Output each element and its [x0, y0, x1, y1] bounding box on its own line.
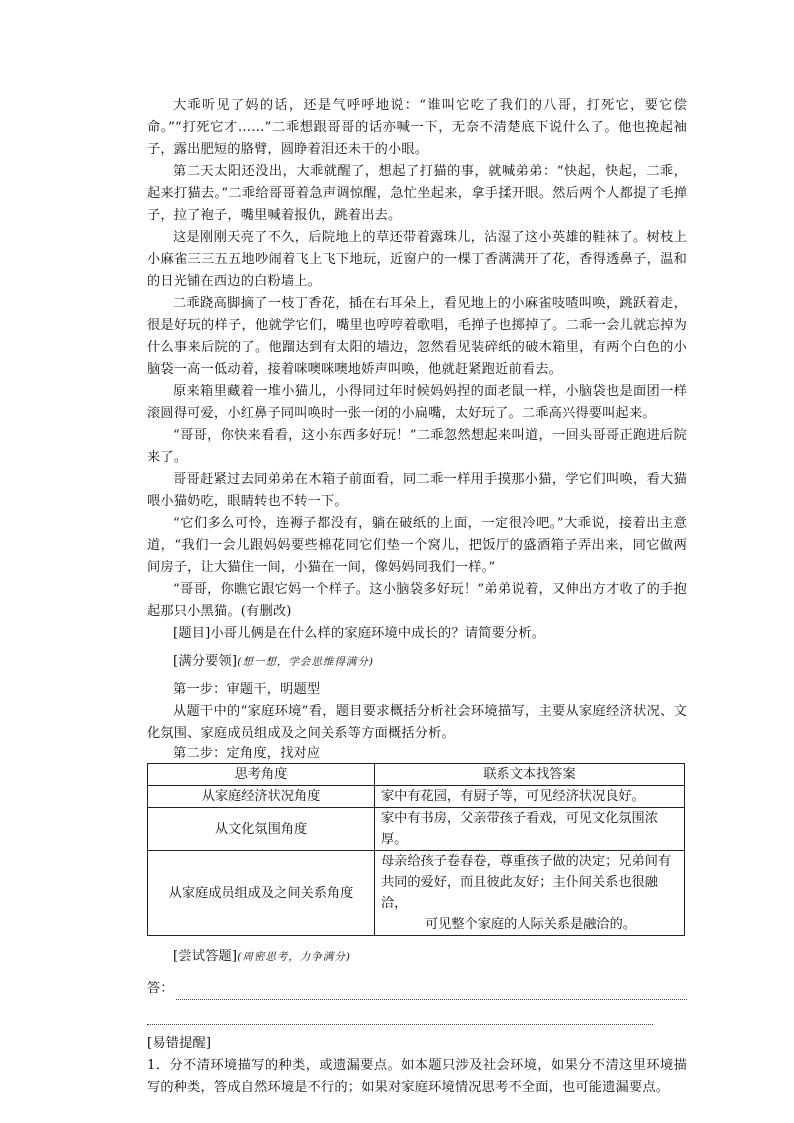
guide-heading-line	[147, 651, 687, 673]
document-page	[147, 95, 687, 1099]
guide-heading: [满分要领]	[173, 654, 238, 669]
attempt-heading-line	[147, 946, 687, 968]
story-paragraph-3: 这是刚刚天亮了不久，后院地上的草还带着露珠儿，沾湿了这小英雄的鞋袜了。树枝上小麻雀三三五五地吵闹着飞上飞下地玩，近窗户的一棵丁香满满开了花，香得透鼻子，温和的日光铺在西边的白粉墙上。	[147, 230, 687, 289]
table-header-answer: 联系文本找答案	[375, 764, 685, 786]
table-cell-answer	[375, 851, 685, 936]
table-cell-answer: 家中有花园，有厨子等，可见经济状况良好。	[375, 786, 685, 808]
story-paragraph-7: 哥哥赶紧过去同弟弟在木箱子前面看，同二乖一样用手摸那小猫，学它们叫唤，看大猫喂小猫奶吃，眼睛转也不转一下。	[147, 472, 687, 509]
story-paragraph-1: 大乖听见了妈的话，还是气呼呼地说：“谁叫它吃了我们的八哥，打死它，要它偿命。”“打死它才……”二乖想跟哥哥的话亦喊一下，无奈不清楚底下说什么了。他也挽起袖子，露出肥短的胳臂，圆睁着泪还未干的小眼。	[147, 98, 687, 157]
table-cell-angle: 从家庭经济状况角度	[148, 786, 375, 808]
attempt-note: (周密思考，力争满分)	[237, 951, 351, 963]
story-paragraph-8: “它们多么可怜，连褥子都没有，躺在破纸的上面，一定很冷吧。”大乖说，接着出主意道，“我们一会儿跟妈妈要些棉花同它们垫一个窝儿，把饭厅的盛酒箱子弄出来，同它做两间房子，让大猫住一间，小猫在一间，像妈妈同我们一样。”	[147, 516, 687, 575]
story-paragraph-9: “哥哥，你瞧它跟它妈一个样子。这小脑袋多好玩！”弟弟说着，又伸出方才收了的手抱起那只小黑猫。(有删改)	[147, 582, 687, 619]
answer-dotted-line-2[interactable]	[147, 1012, 653, 1025]
answer-dotted-line[interactable]	[176, 987, 687, 1000]
table-header-row	[148, 764, 685, 786]
tips-item-1: 1．分不清环境描写的种类，或遗漏要点。如本题只涉及社会环境，如果分不清这里环境描写的种类，答成自然环境是不行的；如果对家庭环境情况思考不全面，也可能遗漏要点。	[147, 1058, 687, 1095]
story-paragraph-6: “哥哥，你快来看看，这小东西多好玩！”二乖忽然想起来叫道，一回头哥哥正跑进后院来了。	[147, 428, 687, 465]
table-cell-answer: 家中有书房，父亲带孩子看戏，可见文化氛围浓厚。	[375, 808, 685, 851]
table-row	[148, 786, 685, 808]
story-paragraph-4: 二乖跷高脚摘了一枝丁香花，插在右耳朵上，看见地上的小麻雀吱喳叫唤，跳跃着走，很是好玩的样子，他就学它们，嘴里也哼哼着歌唱，毛掸子也掷掉了。二乖一会儿就忘掉为什么事来后院的了。他蹓达到有太阳的墙边，忽然看见装碎纸的破木箱里，有两个白色的小脑袋一高一低动着，接着咪噢咪噢地娇声叫唤，他就赶紧跑近前看去。	[147, 296, 687, 377]
story-paragraph-2: 第二天太阳还没出，大乖就醒了，想起了打猫的事，就喊弟弟：“快起，快起，二乖，起来打猫去。”二乖给哥哥着急声调惊醒，急忙坐起来，拿手揉开眼。然后两个人都提了毛掸子，拉了袍子，嘴里喊着报仇，跳着出去。	[147, 164, 687, 223]
table-row	[148, 808, 685, 851]
answer-line-1[interactable]	[147, 978, 687, 1000]
question-text: [题目]小哥儿俩是在什么样的家庭环境中成长的？请简要分析。	[173, 626, 546, 641]
story-paragraph-5: 原来箱里藏着一堆小猫儿，小得同过年时候妈妈捏的面老鼠一样，小脑袋也是面团一样滚圆得可爱，小红鼻子同叫唤时一张一闭的小扁嘴，太好玩了。二乖高兴得要叫起来。	[147, 384, 687, 421]
tips-heading: [易错提醒]	[147, 1036, 212, 1051]
step1-body: 从题干中的“家庭环境”看，题目要求概括分析社会环境描写，主要从家庭经济状况、文化氛围、家庭成员组成及之间关系等方面概括分析。	[147, 704, 687, 741]
step1-title: 第一步：审题干，明题型	[173, 682, 321, 697]
attempt-heading: [尝试答题]	[173, 949, 238, 964]
step2-title: 第二步：定角度，找对应	[173, 746, 321, 761]
table-cell-answer-line2: 可见整个家庭的人际关系是融洽的。	[425, 917, 636, 932]
answer-label: 答：	[147, 981, 174, 996]
table-header-angle: 思考角度	[148, 764, 375, 786]
table-cell-answer-line1: 母亲给孩子卷春卷，尊重孩子做的决定；兄弟间有共同的爱好，而且彼此友好；主仆间关系也很融洽，	[381, 854, 672, 911]
table-cell-angle: 从家庭成员组成及之间关系角度	[148, 851, 375, 936]
table-cell-angle: 从文化氛围角度	[148, 808, 375, 851]
guide-note: (想一想，学会思维得满分)	[237, 656, 374, 668]
analysis-table	[147, 763, 685, 936]
table-row	[148, 851, 685, 936]
